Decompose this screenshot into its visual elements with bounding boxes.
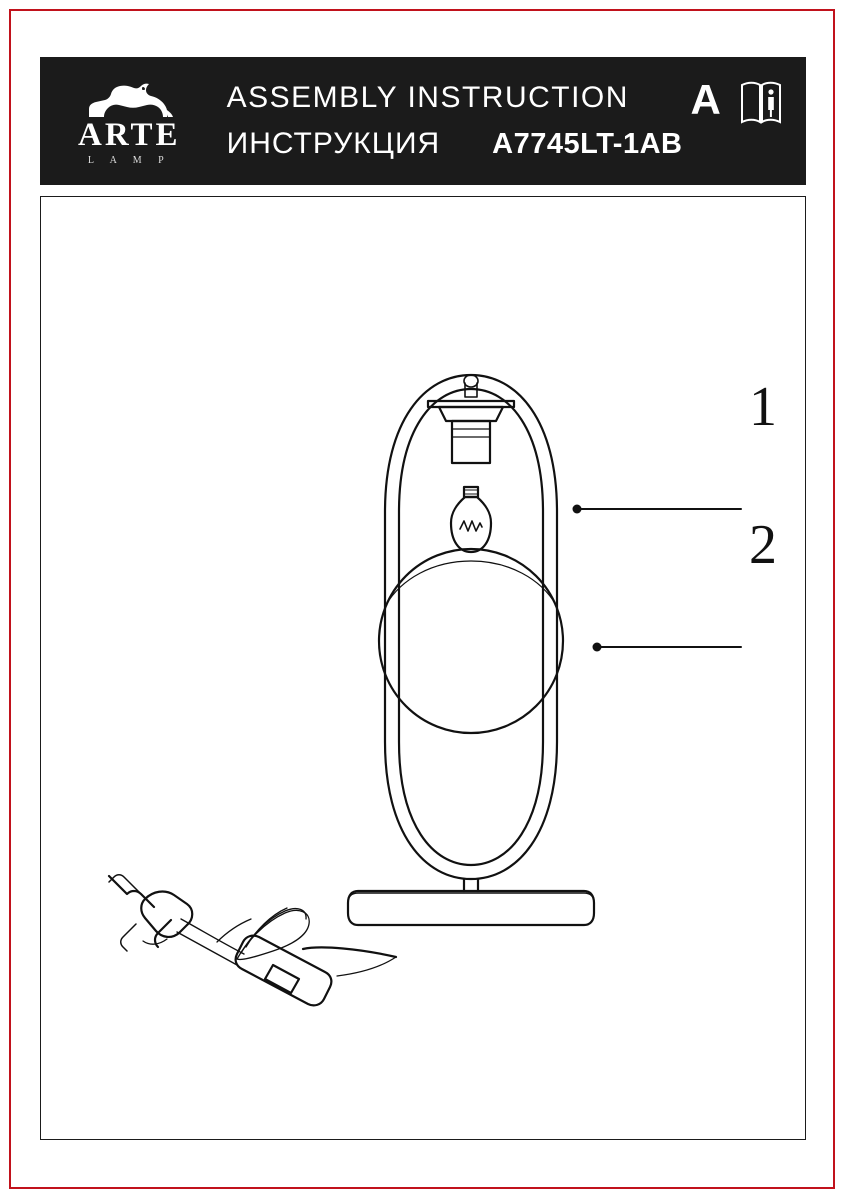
leader-dot-1 bbox=[573, 505, 582, 514]
plug-pin-1 bbox=[109, 876, 154, 907]
socket-threads bbox=[452, 429, 490, 437]
switch-rocker bbox=[265, 965, 299, 993]
section-letter: A bbox=[690, 76, 721, 123]
base-plate bbox=[348, 891, 594, 925]
socket-cone bbox=[439, 407, 503, 421]
oval-frame-inner bbox=[399, 389, 543, 865]
bulb-base bbox=[464, 487, 478, 497]
oval-frame-outer bbox=[385, 375, 557, 879]
socket-hanger-loop bbox=[464, 375, 478, 387]
plug-pin-2b bbox=[121, 924, 136, 951]
globe-highlight bbox=[386, 561, 556, 605]
diagram-frame bbox=[40, 196, 806, 1140]
griffin-logo-icon bbox=[75, 79, 183, 121]
brand-name: ARTE bbox=[78, 116, 181, 153]
callout-label-1: 1 bbox=[749, 376, 777, 438]
power-cord-right bbox=[303, 947, 396, 957]
bulb-base-threads bbox=[464, 490, 478, 494]
table-lamp-assembly-diagram bbox=[41, 197, 807, 1141]
header-right-block bbox=[682, 57, 806, 185]
base-plate-top-edge bbox=[348, 893, 594, 903]
socket-body bbox=[452, 421, 490, 463]
glass-globe-shade bbox=[379, 549, 563, 733]
cord-to-plug-2 bbox=[177, 932, 237, 965]
power-plug-body bbox=[141, 892, 192, 937]
title-russian: ИНСТРУКЦИЯ bbox=[226, 127, 441, 160]
instruction-booklet-icon bbox=[738, 77, 784, 127]
brand-subtitle: L A M P bbox=[87, 154, 171, 166]
plug-pin-2 bbox=[155, 920, 171, 947]
cord-to-plug bbox=[181, 919, 244, 954]
leader-dot-2 bbox=[593, 643, 602, 652]
frame-stem bbox=[464, 879, 478, 891]
bulb-filament bbox=[460, 521, 482, 531]
brand-block bbox=[40, 57, 219, 185]
header-titles bbox=[219, 57, 683, 185]
callout-label-2: 2 bbox=[749, 514, 777, 576]
model-code: A7745LT-1AB bbox=[492, 128, 683, 160]
title-english: ASSEMBLY INSTRUCTION bbox=[226, 81, 629, 114]
power-cord-right-2 bbox=[337, 957, 396, 976]
document-header bbox=[40, 57, 806, 185]
